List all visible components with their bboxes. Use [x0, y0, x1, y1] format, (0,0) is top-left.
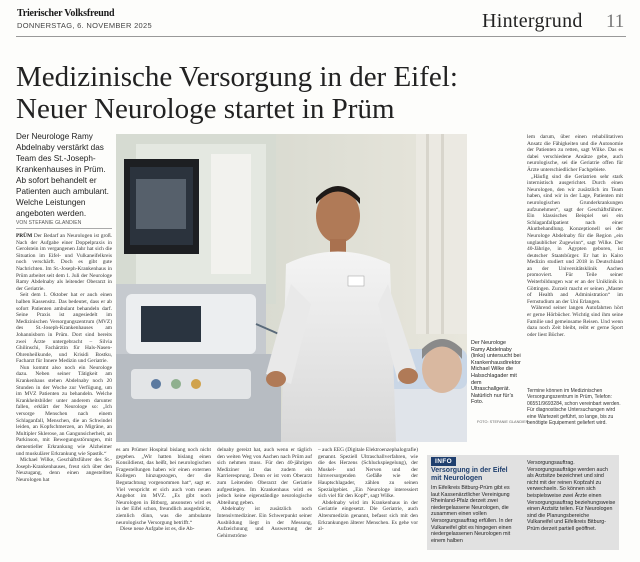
paragraph: lem darum, über einen rehabilitativen Ansatz die Fähigkeiten und die Autonomie der Patienten zu retten, sagt Wilke. Das es dabei verschiedene Ansätze gebe, auch neurologische, sei die Geriatrie offen für Ärzte unterschiedlicher Fachgebiete.	[527, 134, 623, 173]
newspaper-logo: Trierischer Volksfreund	[17, 8, 115, 19]
lead-paragraph: Der Neurologe Ramy Abdelnaby verstärkt das Team des St.-Joseph-Krankenhauses in Prüm. Ab sofort behandelt er Patienten auch ambulant. Welche Leistungen angeboten werden.	[16, 132, 109, 218]
article-photo	[116, 134, 467, 442]
info-title: Versorgung in der Eifel mit Neurologen	[431, 467, 508, 482]
photo-credit: FOTO: STEFANIE GLANDIEN	[477, 420, 529, 424]
paragraph: Abdelnaby ist zusätzlich noch Intensivmediziner. Ein Schwerpunkt seiner Ausbildung liegt in der Messung, Aufzeichnung und Auswertung der Gehirnströme	[217, 506, 312, 539]
paragraph: es am Prümer Hospital bislang noch nicht gegeben. „Wir hatten bislang einen Konsildienst, das heißt, bei neurologischen Fragestellungen haben wir einen externen Kollegen hinzugezogen, der die Begutachtung vorgenommen hat“, sagt er. Viel verspricht er sich auch vom neuen Angebot im MVZ. „Es gibt noch Neurologen in Bitburg, ansonsten wird es in der Eifel schon, freundlich ausgedrückt, ziemlich dünn, was die ambulante neurologische Versorgung betrifft.“	[116, 447, 211, 526]
issue-date: DONNERSTAG, 6. NOVEMBER 2025	[17, 21, 152, 30]
paragraph	[16, 233, 112, 292]
headline-line-1: Medizinische Versorgung in der Eifel:	[16, 61, 458, 93]
byline: VON STEFANIE GLANDIEN	[16, 220, 112, 229]
paragraph: Nun kommt also noch ein Neurologe dazu. Neben seiner Tätigkeit am Krankenhaus stehen Abdelnaby noch 20 Stunden in der Woche zur Verfügung, um im MVZ Patienten zu behandeln. Welche Krankheitsbilder unter anderem darunter fallen, erklärt der Neurologe so: „Ich versorge Menschen nach einem Schlaganfall, Menschen, die an Schwindel leiden, an Kopfschmerzen, an Migräne, an Multipler Sklerose, an Gangunsicherheit, an Parkinson, mit Bewegungsstörungen, mit dementieller Erkrankung wie Alzheimer und muskulärer Erkrankung wie Spastik.“	[16, 364, 112, 457]
paragraph: delnaby gereizt hat, auch wenn er täglich den weiten Weg von Aachen nach Prüm auf sich nehmen muss. Für den 40-jährigen Mediziner ist das zudem ein Karrieresprung. Denn er ist vom Oberarzt zum Leitenden Oberarzt der Geriatrie aufgestiegen. Im Krankenhaus wird es jedoch keine eigenständige neurologische Abteilung geben.	[217, 447, 312, 506]
info-text-right: Versorgungsauftrag. Versorgungsaufträge werden auch als Arztsitze bezeichnet und sind nicht mit der reinen Kopfzahl zu verwechseln. So können sich beispielsweise zwei Ärzte einen Versorgungsauftrag beziehungsweise einen Arztsitz teilen. Für Neurologen sind die Planungsbereiche Vulkaneifel und Eifelkreis Bitburg-Prüm derzeit partiell geöffnet.	[527, 460, 616, 532]
article-column-4	[318, 447, 418, 533]
article-column-5	[527, 134, 623, 338]
section-title: Hintergrund	[482, 10, 583, 32]
paragraph: Diese neue Aufgabe ist es, die Ab-	[120, 526, 195, 533]
paragraph: Abdelnaby wird im Krankenhaus in der Geriatrie eingesetzt. Die Geriatrie, auch Altersmedizin genannt, befasst sich mit den Erkrankungen älterer Menschen. Es gehe vor al-	[318, 499, 418, 533]
info-tag: INFO	[431, 457, 456, 466]
paragraph: Seit dem 1. Oktober hat er auch einen halben Kassensitz. Das bedeutet, dass er ab sofort Patienten ambulant behandeln darf. Seine Praxis ist angesiedelt im Medizinischen Versorgungszentrum (MVZ) des St.-Joseph-Krankenhauses am Johannisborn in Prüm. Dort sind bereits zwei Ärzte untergebracht – Silvia Ghilinschi, Fachärztin für Hals-Nasen-Ohrenheilkunde, und Krisidi Bostku, Facharzt für Innere Medizin und Geriatrie.	[16, 292, 112, 365]
paragraph: Während seiner langen Autofahrten hört er gerne Hörbücher. Wichtig sind ihm seine Familie und gemeinsame Reisen. Und wenn dazu noch Zeit bleibt, reibt er gerne Sport oder liest Bücher.	[527, 305, 623, 338]
headline-line-2: Neuer Neurologe startet in Prüm	[16, 93, 395, 125]
paragraph: – auch EEG (Digitale Elektroenzephalografie) genannt. Speziell Ultraschallverfahren, wie die des Herzens (Schluckspiegelung), der Muskel- und Nerven und der hirnversorgenden Gefäße wie der Hauptschlagader, zählen zu seinen Spezialgebiet. „Ein Neurologe interessiert sich viel für den Kopf“, sagt Wilke.	[318, 447, 418, 500]
paragraph: „Häufig sind die Geriatrien sehr stark internistisch ausgerichtet. Durch einen Neurologen, den wir zusätzlich im Team haben, sind wir in der Lage, Patienten mit neurologischen Grunderkrankungen aufzunehmen“, sagt der Geschäftsführer. Ein klassisches Beispiel sei ein Schlaganfallpatient nach einer Akutbehandlung. Konzeptionell sei der Neurologe Abdelnaby für die Region „ein unglaublicher Zugewinn“, sagt Wilke. Der 40-Jährige, in Ägypten geboren, ist deutscher Staatsbürger. Er hat in Kairo Medizin studiert und 2018 in Deutschland an der Universitätsklinik Aachen promoviert. Für Teile seiner Weiterbildungen war er an der Uniklinik in Göttingen. Zurzeit macht er seinen „Master of Health and Administration“ im Fernstudium an der Uni Erlangen.	[527, 173, 623, 305]
header-rule	[16, 36, 626, 37]
headline	[16, 61, 626, 125]
article-column-2	[116, 447, 211, 533]
page-number: 11	[606, 11, 625, 32]
paragraph-text: Der Bedarf an Neurologen ist groß. Nach der Aufgabe einer Doppelpraxis in Gerolstein im vergangenen Jahr hat sich die Situation im Eifel- und Vulkaneifelkreis noch verschärft. Doch es gibt gute Nachrichten. Im St.-Joseph-Krankenhaus in Prüm arbeitet seit dem 1. Juli der Neurologe Ramy Abdelnaby als leitender Oberarzt in der Geriatrie.	[16, 233, 112, 292]
paragraph: Michael Wilke, Geschäftsführer des St.-Joseph-Krankenhauses, freut sich über den Neuzugang, denn einen angestellten Neurologen hat	[16, 457, 112, 483]
photo-caption: Der Neurologe Ramy Abdelnaby (links) untersucht bei Krankenhausdirektor Michael Wilke die Halsschlagader mit dem Ultraschallgerät. Natürlich nur für’s Foto.	[471, 340, 521, 406]
info-text-left: Im Eifelkreis Bitburg-Prüm gibt es laut Kassenärztlicher Vereinigung Rheinland-Pfalz derzeit zwei niedergelassene Neurologen, die zusammen einen vollen Versorgungsauftrag erfüllen. In der Vulkaneifel gibt es hingegen einen niedergelassenen Neurologen mit einem halben	[431, 485, 513, 544]
appointment-note: Termine können im Medizinischen Versorgungszentrum in Prüm, Telefon: 06551/9693284, schon vereinbart werden. Für diagnostische Untersuchungen wird eine Wartezeit geführt, so lange, bis zu benötigte Equipement geliefert wird.	[527, 388, 621, 427]
dateline: PRÜM	[16, 233, 33, 239]
article-column-1	[16, 233, 112, 484]
article-column-3	[217, 447, 312, 539]
photo-illustration	[116, 134, 467, 442]
